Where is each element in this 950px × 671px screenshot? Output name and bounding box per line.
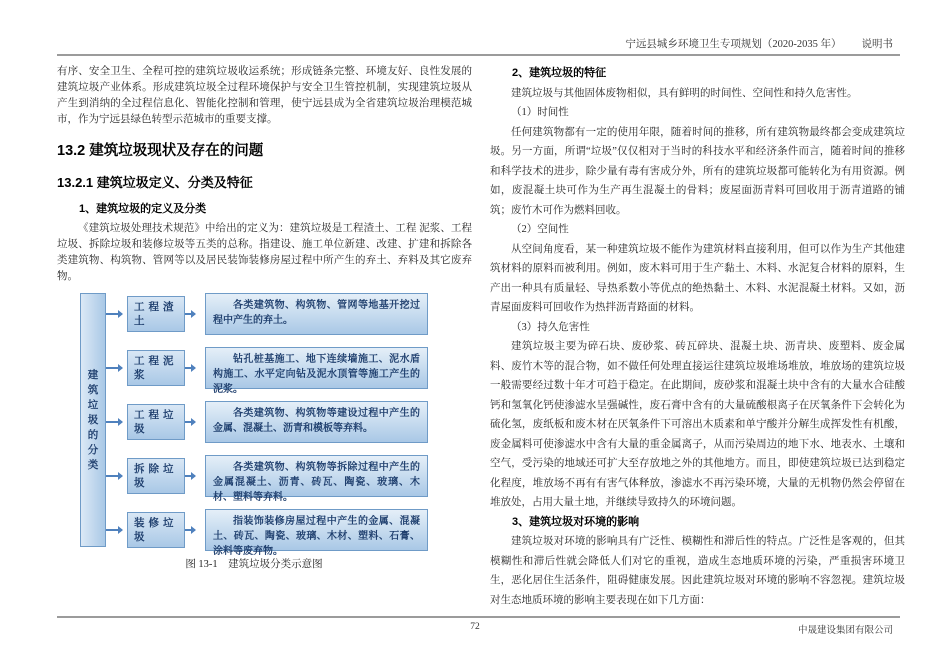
link-arrow-icon [185,421,195,423]
description-box: 各类建筑物、构筑物、管网等地基开挖过程中产生的弃土。 [205,293,428,335]
page-header [625,36,893,51]
category-box: 工程垃圾 [127,404,185,440]
branch-arrow-icon [106,475,122,477]
header-doc-type: 说明书 [861,39,893,50]
impact-paragraph: 建筑垃圾对环境的影响具有广泛性、模糊性和滞后性的特点。广泛性是客观的，但其模糊性和滞后性就会降低人们对它的重视，造成生态地质环境的污染，严重损害环境卫生，恶化居住生活条件，阻碍健康发展。因此建筑垃圾对环境的影响不容忽视。建筑垃圾对生态地质环境的影响主要表现在如下几方面： [490,536,905,606]
branch-arrow-icon [106,367,122,369]
item1-heading: 1、建筑垃圾的定义及分类 [79,203,207,215]
left-column [57,64,472,610]
right-column [490,64,905,610]
branch-arrow-icon [106,529,122,531]
definition-paragraph: 《建筑垃圾处理技术规范》中给出的定义为：建筑垃圾是工程渣土、工程 泥浆、工程垃圾、拆除垃圾和装修垃圾等五类的总称。指建设、施工单位新建、改建、扩建和拆除各类建筑物、构筑物、管网等以及居民装饰装修房屋过程中所产生的弃土、弃料及其它废弃物。 [57,223,472,282]
figure-caption: 图 13-1 建筑垃圾分类示意图 [185,559,323,570]
description-box: 各类建筑物、构筑物等拆除过程中产生的金属混凝土、沥青、砖瓦、陶瓷、玻璃、木材、塑料等弃料。 [205,455,428,497]
category-box: 工程泥浆 [127,350,185,386]
classification-diagram [57,291,472,557]
category-box: 工程渣土 [127,296,185,332]
hazard-heading: （3）持久危害性 [511,321,590,333]
content-columns [57,64,905,610]
diagram-row [106,401,428,443]
time-heading: （1）时间性 [511,107,569,118]
category-box: 拆除垃圾 [127,458,185,494]
space-heading: （2）空间性 [511,224,569,235]
hazard-paragraph: 建筑垃圾主要为碎石块、废砂浆、砖瓦碎块、混凝土块、沥青块、废塑料、废金属料、废竹木等的混合物，如不做任何处理直接运往建筑垃圾堆场堆放，堆放场的建筑垃圾一般需要经过数十年才可趋于稳定。在此期间，废砂浆和混凝土块中含有的大量水合硅酸钙和氢氧化钙使渗滤水呈强碱性，废石膏中含有的大量硫酸根离子在厌氧条件下会转化为硫化氢，废纸板和废木材在厌氧条件下可溶出木质素和单宁酸并分解生成挥发性有机酸，废金属料可使渗滤水中含有大量的重金属离子，从而污染周边的地下水、地表水、土壤和空气，受污染的地域还可扩大至存放地之外的其他地方。而且，即使建筑垃圾已达到稳定化程度，堆放场不再有有害气体释放，渗滤水不再污染环境，大量的无机物仍然会停留在堆放处，占用大量土地，并继续导致持久的环境问题。 [490,341,905,508]
diagram-root-box [80,293,106,547]
diagram-root-label: 建筑垃圾的分类 [87,368,99,471]
space-paragraph: 从空间角度看，某一种建筑垃圾不能作为建筑材料直接利用，但可以作为生产其他建筑材料的原料而被利用。例如，废木料可用于生产黏土、木料、水泥复合材料的原料，生产出一种具有质量轻、导热系数小等优点的绝热黏土、木料、水泥混凝土材料。又如，沥青屋面废料可回收作为热拌沥青路面的材料。 [490,243,905,313]
features-intro-paragraph: 建筑垃圾与其他固体废物相似，具有鲜明的时间性、空间性和持久危害性。 [511,87,858,99]
diagram-row [106,293,428,335]
time-paragraph: 任何建筑物都有一定的使用年限，随着时间的推移，所有建筑物最终都会变成建筑垃圾。另一方面，所谓“垃圾”仅仅相对于当时的科技水平和经济条件而言，随着时间的推移和科学技术的进步，除少量有毒有害成分外，所有的建筑垃圾都可能转化为有用资源。例如，废混凝土块可作为生产再生混凝土的骨料；废屋面沥青料可回收用于沥青道路的铺筑；废竹木可作为燃料回收。 [490,126,905,216]
link-arrow-icon [185,367,195,369]
diagram-row [106,347,428,395]
description-box: 指装饰装修房屋过程中产生的金属、混凝土、砖瓦、陶瓷、玻璃、木材、塑料、石膏、涂料等废弃物。 [205,509,428,551]
footer-company: 中晟建设集团有限公司 [797,626,893,636]
footer-rule [57,616,900,618]
item3-heading: 3、建筑垃圾对环境的影响 [512,515,640,528]
header-rule [57,54,900,56]
section-heading: 13.2 建筑垃圾现状及存在的问题 [57,143,264,159]
description-box: 钻孔桩基施工、地下连续墙施工、泥水盾构施工、水平定向钻及泥水顶管等施工产生的泥浆。 [205,347,428,389]
diagram-row [106,509,428,557]
link-arrow-icon [185,313,195,315]
diagram-row [106,455,428,503]
item2-heading: 2、建筑垃圾的特征 [512,67,607,79]
category-box: 装修垃圾 [127,512,185,548]
page-number: 72 [470,622,480,632]
branch-arrow-icon [106,313,122,315]
intro-paragraph: 有序、安全卫生、全程可控的建筑垃圾收运系统；形成链条完整、环境友好、良性发展的建筑垃圾产业体系。形成建筑垃圾全过程环境保护与安全卫生管控机制，实现建筑垃圾从产生到消纳的全过程信息化、智能化控制和管理，使宁远县成为全省建筑垃圾治理模范城市，作为宁远县绿色转型示范城市的重要支撑。 [57,66,472,125]
subsection-heading: 13.2.1 建筑垃圾定义、分类及特征 [57,175,253,190]
link-arrow-icon [185,475,195,477]
header-title: 宁远县城乡环境卫生专项规划（2020-2035 年） [625,39,842,50]
link-arrow-icon [185,529,195,531]
description-box: 各类建筑物、构筑物等建设过程中产生的金属、混凝土、沥青和模板等弃料。 [205,401,428,443]
branch-arrow-icon [106,421,122,423]
